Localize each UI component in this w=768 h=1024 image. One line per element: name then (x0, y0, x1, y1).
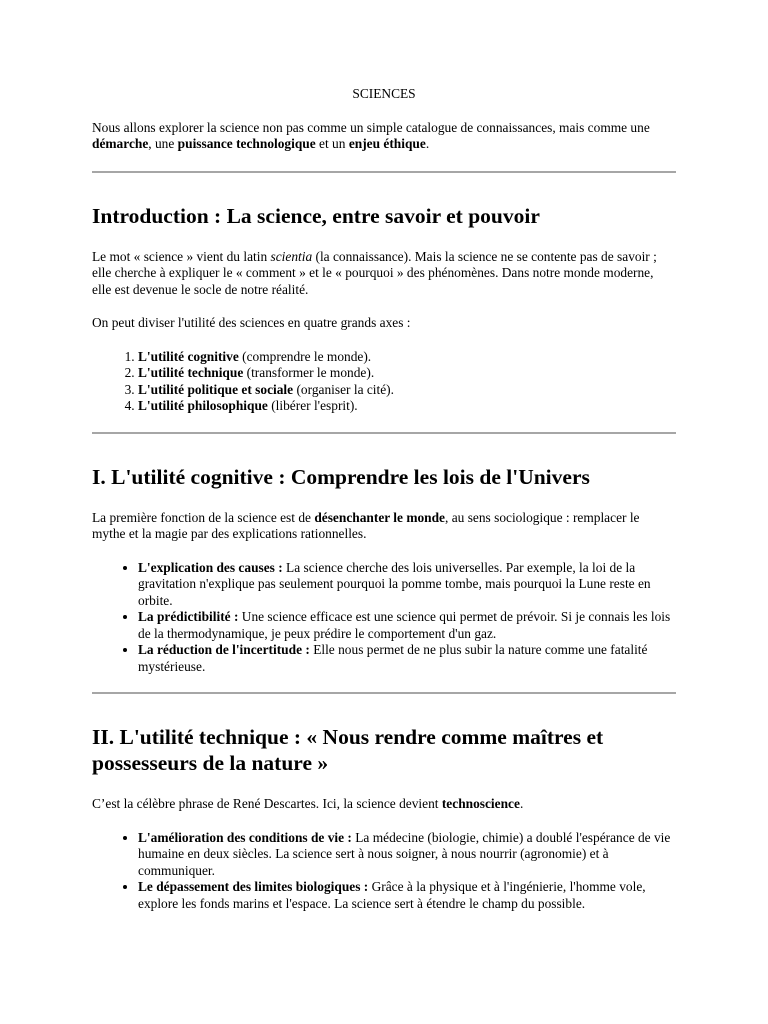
list-item (138, 830, 676, 880)
list-item-bold: Le dépassement des limites biologiques : (138, 879, 369, 894)
list-item-text: (comprendre le monde). (238, 348, 372, 364)
section-1-heading: I. L'utilité cognitive : Comprendre les lois de l'Univers (92, 464, 590, 489)
introduction-text: (la connaissance). Mais la science ne se contente pas de savoir ; elle cherche à expliquer le « comment » et le « pourquoi » des phénomènes. Dans notre monde moderne, elle est devenue le socle de notre réalité. (92, 248, 657, 297)
introduction-paragraph-2: On peut diviser l'utilité des sciences en quatre grands axes : (92, 315, 411, 330)
list-item-text: Grâce à la physique et à l'ingénierie, l'homme vole, explore les fonds marins et l'espace. La science sert à étendre le champ du possible. (138, 879, 646, 911)
section-2-text: . (519, 796, 524, 811)
intro-bold-3: enjeu éthique (348, 136, 426, 151)
introduction-heading: Introduction : La science, entre savoir et pouvoir (92, 203, 540, 228)
intro-bold-1: démarche (92, 136, 149, 151)
list-item-text: Une science efficace est une science qui permet de prévoir. Si je connais les lois de la thermodynamique, je peux prédire le comportement d'un gaz. (138, 609, 671, 641)
list-item-text: La science cherche des lois universelles. Par exemple, la loi de la gravitation n'explique pas seulement pourquoi la pomme tombe, mais pourquoi la Lune reste en orbite. (138, 559, 651, 608)
list-item-bold: L'utilité politique et sociale (138, 381, 294, 397)
introduction-italic-word: scientia (270, 248, 313, 264)
section-2-paragraph (92, 796, 676, 813)
section-1-text: , au sens sociologique : remplacer le mythe et la magie par des explications rationnelles. (92, 509, 640, 541)
intro-paragraph (92, 120, 676, 153)
list-item-bold: L'utilité philosophique (138, 398, 268, 413)
section-divider (92, 432, 676, 434)
intro-text-4: . (425, 136, 430, 151)
list-item-bold: L'explication des causes : (138, 559, 283, 575)
section-1-text: La première fonction de la science est de (92, 509, 315, 525)
document-title: SCIENCES (352, 86, 416, 101)
section-2-bold: technoscience (441, 796, 520, 811)
list-item (138, 879, 676, 912)
list-item-text: La médecine (biologie, chimie) a doublé l'espérance de vie humaine en deux siècles. La science sert à nous soigner, à nous nourrir (agronomie) et à communiquer. (138, 829, 671, 878)
list-item-text: (libérer l'esprit). (267, 398, 358, 413)
list-item (138, 560, 676, 610)
intro-text-2: , une (148, 136, 178, 151)
axes-list (92, 349, 676, 415)
list-item (138, 382, 676, 399)
introduction-text: Le mot « science » vient du latin (92, 248, 271, 264)
list-item (138, 398, 676, 415)
list-item-bold: L'utilité technique (138, 365, 244, 380)
list-item (138, 365, 676, 382)
list-item (138, 642, 676, 675)
list-item-bold: La réduction de l'incertitude : (138, 642, 310, 657)
section-divider (92, 692, 676, 694)
section-divider (92, 171, 676, 173)
list-item-bold: L'amélioration des conditions de vie : (138, 829, 352, 845)
intro-bold-2: puissance technologique (177, 136, 316, 151)
list-item-bold: L'utilité cognitive (138, 348, 239, 364)
intro-text-1: Nous allons explorer la science non pas comme un simple catalogue de connaissances, mais comme une (92, 119, 650, 135)
list-item (138, 349, 676, 366)
list-item-text: (organiser la cité). (293, 381, 394, 397)
list-item (138, 609, 676, 642)
section-2-text: C’est la célèbre phrase de René Descartes. Ici, la science devient (92, 796, 442, 811)
list-item-bold: La prédictibilité : (138, 609, 239, 624)
section-2-list (92, 830, 676, 913)
section-2-heading: II. L'utilité technique : « Nous rendre comme maîtres et possesseurs de la nature » (92, 725, 604, 775)
introduction-paragraph-1 (92, 249, 676, 299)
section-1-list (92, 560, 676, 676)
intro-text-3: et un (315, 136, 349, 151)
list-item-text: (transformer le monde). (243, 365, 375, 380)
section-1-paragraph (92, 510, 676, 543)
list-item-text: Elle nous permet de ne plus subir la nature comme une fatalité mystérieuse. (138, 642, 648, 674)
section-1-bold: désenchanter le monde (314, 509, 446, 525)
